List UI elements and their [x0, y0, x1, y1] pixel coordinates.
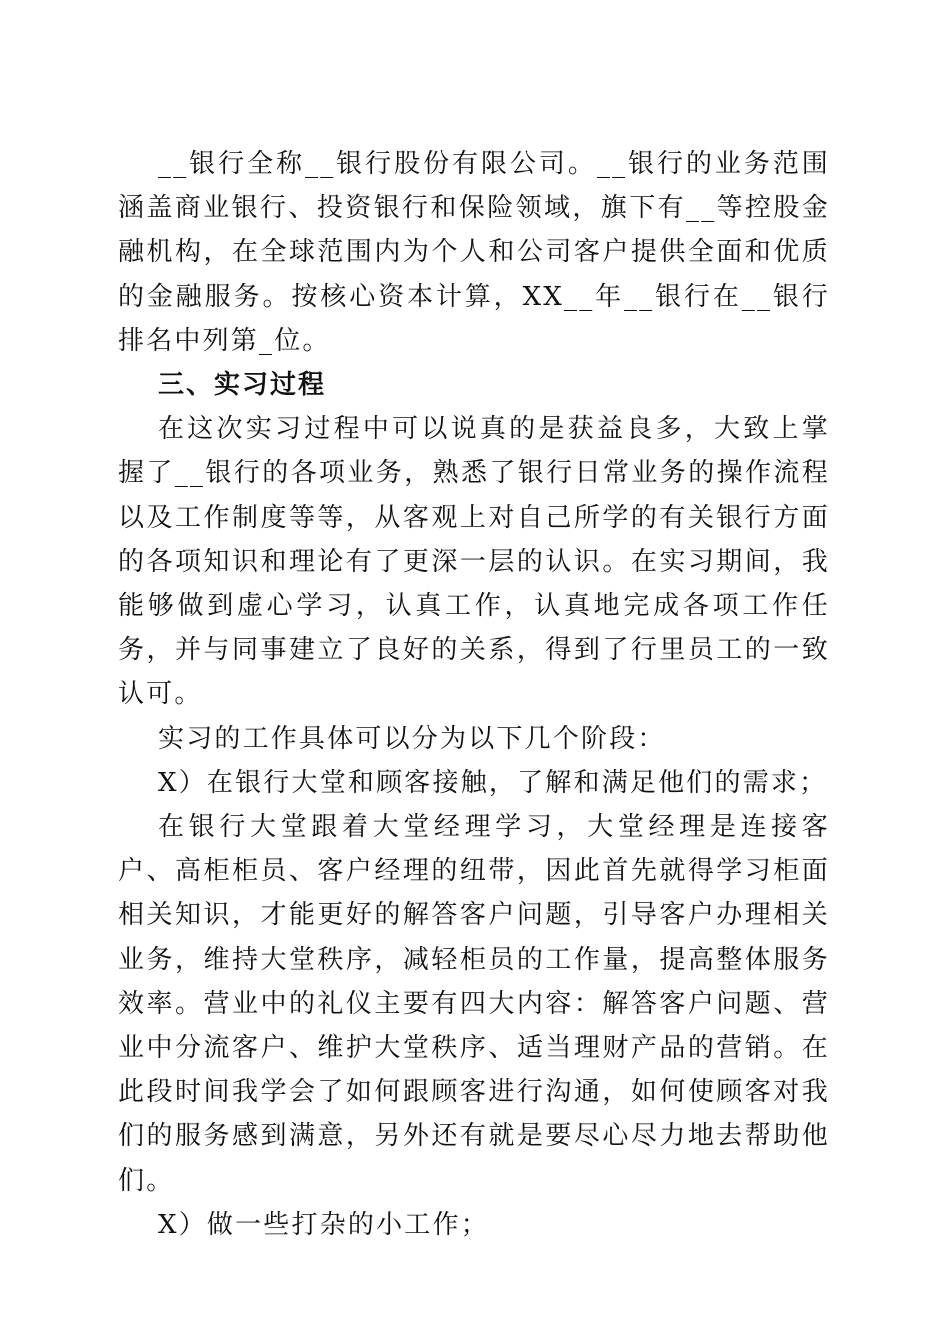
- paragraph-stages-intro: 实习的工作具体可以分为以下几个阶段：: [158, 723, 666, 754]
- section-heading-internship-process: 三、实习过程: [158, 370, 327, 401]
- paragraph-internship-summary: 在这次实习过程中可以说真的是获益良多，大致上掌握了__银行的各项业务，熟悉了银行日常业务的操作流程以及工作制度等等，从客观上对自己所学的有关银行方面的各项知识和理论有了更深一层的认识。在实习期间，我能够做到虚心学习，认真工作，认真地完成各项工作任务，并与同事建立了良好的关系，得到了行里员工的一致认可。: [118, 414, 830, 710]
- paragraph-stage-two-title: X）做一些打杂的小工作；: [158, 1209, 489, 1240]
- paragraph-bank-intro: __银行全称__银行股份有限公司。__银行的业务范围涵盖商业银行、投资银行和保险领域，旗下有__等控股金融机构，在全球范围内为个人和公司客户提供全面和优质的金融服务。按核心资本计算，XX__年__银行在__银行排名中列第_位。: [118, 149, 830, 356]
- document-body: [118, 142, 830, 1247]
- paragraph-stage-one-detail: 在银行大堂跟着大堂经理学习，大堂经理是连接客户、高柜柜员、客户经理的纽带，因此首先就得学习柜面相关知识，才能更好的解答客户问题，引导客户办理相关业务，维持大堂秩序，减轻柜员的工作量，提高整体服务效率。营业中的礼仪主要有四大内容：解答客户问题、营业中分流客户、维护大堂秩序、适当理财产品的营销。在此段时间我学会了如何跟顾客进行沟通，如何使顾客对我们的服务感到满意，另外还有就是要尽心尽力地去帮助他们。: [118, 812, 830, 1196]
- paragraph-stage-one-title: X）在银行大堂和顾客接触，了解和满足他们的需求；: [158, 767, 828, 798]
